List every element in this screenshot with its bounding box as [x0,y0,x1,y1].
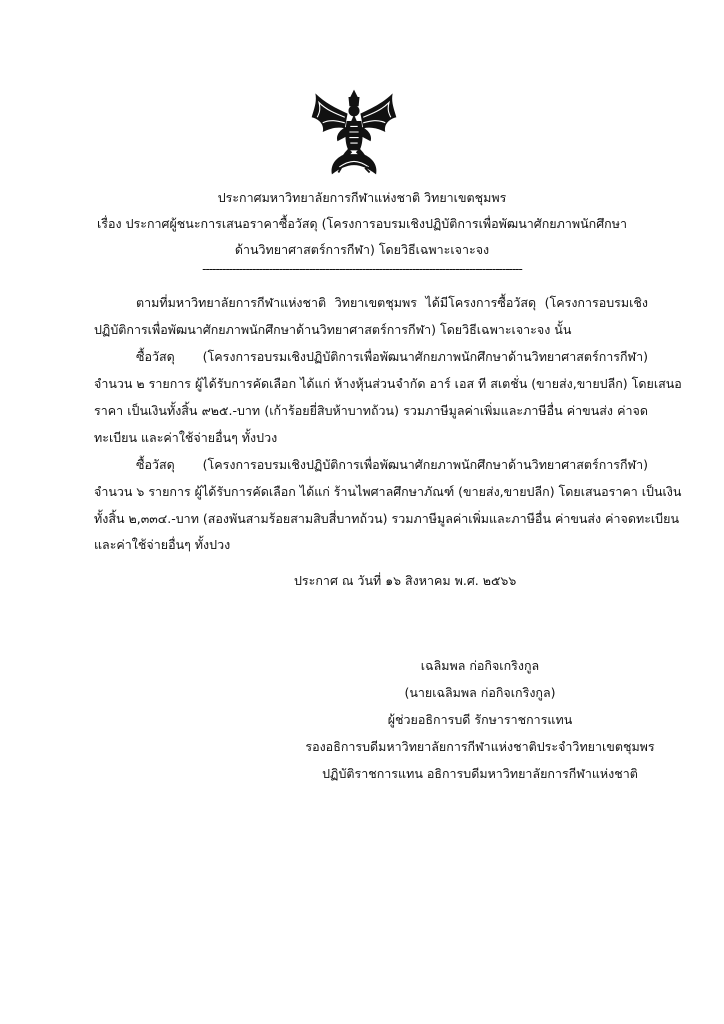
subject-line-1: เรื่อง ประกาศผู้ชนะการเสนอราคาซื้อวัสดุ (โครงการอบรมเชิงปฏิบัติการเพื่อพัฒนาศักยภาพนักศึกษา [97,216,627,231]
p2-line-3: ทั้งสิ้น ๒,๓๓๔.-บาท (สองพันสามร้อยสามสิบสี่บาทถ้วน) รวมภาษีมูลค่าเพิ่มและภาษีอื่น ค่าขนส่ง ค่าจดทะเบียน [94,511,679,526]
p2-line-4: และค่าใช้จ่ายอื่นๆ ทั้งปวง [94,537,231,552]
p1-line-3: ราคา เป็นเงินทั้งสิ้น ๙๒๕.-บาท (เก้าร้อยยี่สิบห้าบาทถ้วน) รวมภาษีมูลค่าเพิ่มและภาษีอื่น ค่าขนส่ง ค่าจด [94,403,648,418]
announce-date: ประกาศ ณ วันที่ ๑๖ สิงหาคม พ.ศ. ๒๕๖๖ [294,573,517,588]
garuda-emblem-icon [308,86,400,178]
separator-line: ------------------------------------------------------------------------------------------------ [202,262,522,276]
signatory-role-1: ผู้ช่วยอธิการบดี รักษาราชการแทน [387,712,573,727]
p2-line-2: จำนวน ๖ รายการ ผู้ได้รับการคัดเลือก ได้แก่ ร้านไพศาลศึกษาภัณฑ์ (ขายส่ง,ขายปลีก) โดยเสนอราคา เป็นเงิน [94,484,682,499]
p1-line-4: ทะเบียน และค่าใช้จ่ายอื่นๆ ทั้งปวง [94,430,278,445]
signed-name: เฉลิมพล ก่อกิจเกริงกูล [420,658,540,673]
signatory-role-2: รองอธิการบดีมหาวิทยาลัยการกีฬาแห่งชาติประจำวิทยาเขตชุมพร [305,739,655,754]
signatory-role-3: ปฏิบัติราชการแทน อธิการบดีมหาวิทยาลัยการกีฬาแห่งชาติ [322,766,638,781]
subject-line-2: ด้านวิทยาศาสตร์การกีฬา) โดยวิธีเฉพาะเจาะจง [234,242,490,257]
intro-line-1: ตามที่มหาวิทยาลัยการกีฬาแห่งชาติ วิทยาเขตชุมพร ได้มีโครงการซื้อวัสดุ (โครงการอบรมเชิง [136,295,648,310]
printed-name: (นายเฉลิมพล ก่อกิจเกริงกูล) [404,685,556,700]
p2-line-1: ซื้อวัสดุ (โครงการอบรมเชิงปฏิบัติการเพื่อพัฒนาศักยภาพนักศึกษาด้านวิทยาศาสตร์การกีฬา) [136,457,648,472]
intro-line-2: ปฏิบัติการเพื่อพัฒนาศักยภาพนักศึกษาด้านวิทยาศาสตร์การกีฬา) โดยวิธีเฉพาะเจาะจง นั้น [94,322,572,337]
announcement-title: ประกาศมหาวิทยาลัยการกีฬาแห่งชาติ วิทยาเขตชุมพร [217,190,507,205]
p1-line-2: จำนวน ๒ รายการ ผู้ได้รับการคัดเลือก ได้แก่ ห้างหุ้นส่วนจำกัด อาร์ เอส ที สเตชั่น (ขายส่ง,ขายปลีก) โดยเสนอ [94,376,682,391]
p1-line-1: ซื้อวัสดุ (โครงการอบรมเชิงปฏิบัติการเพื่อพัฒนาศักยภาพนักศึกษาด้านวิทยาศาสตร์การกีฬา) [136,349,648,364]
